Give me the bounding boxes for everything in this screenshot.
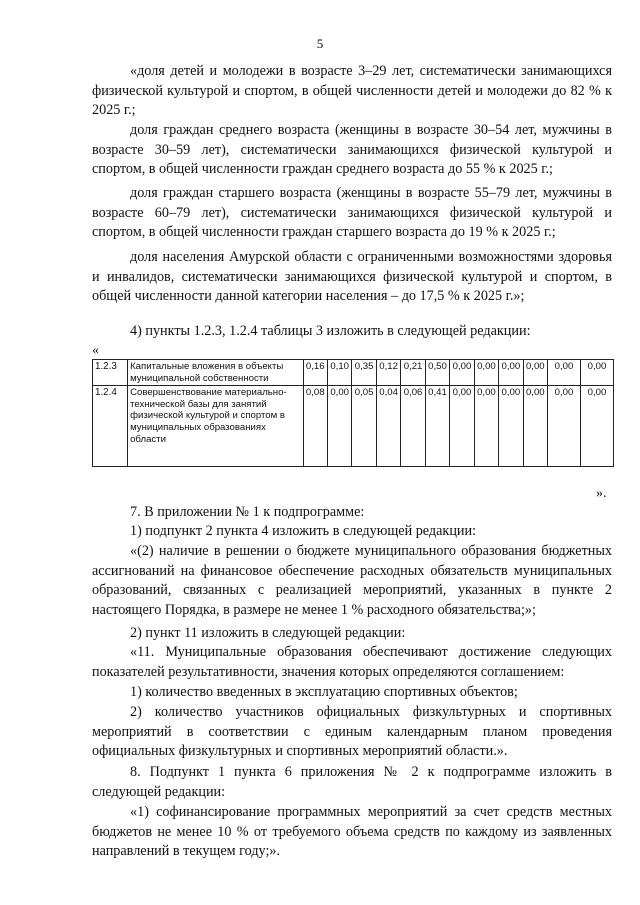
paragraph-item-7: 7. В приложении № 1 к подпрограмме: [130, 504, 365, 520]
value-cell: 0,08 [303, 386, 327, 467]
value-cell: 0,00 [523, 360, 547, 386]
paragraph-subitem-1: 1) подпункт 2 пункта 4 изложить в следующей редакции: [130, 523, 477, 539]
value-cell: 0,12 [376, 360, 400, 386]
value-cell: 0,00 [523, 386, 547, 467]
table-row [93, 360, 614, 386]
value-cell: 0,00 [499, 386, 523, 467]
value-cell: 0,05 [352, 386, 376, 467]
page-number: 5 [316, 36, 324, 51]
value-cell: 0,06 [401, 386, 425, 467]
paragraph-item-8: 8. Подпункт 1 пункта 6 приложения № 2 к подпрограмме изложить в следующей редакции: [92, 764, 612, 800]
row-code: 1.2.3 [93, 360, 128, 386]
paragraph-indicator-1: 1) количество введенных в эксплуатацию спортивных объектов; [130, 684, 518, 700]
table-close-quote: ». [596, 486, 607, 501]
value-cell: 0,41 [425, 386, 449, 467]
value-cell: 0,00 [474, 360, 498, 386]
paragraph-cofinancing: «1) софинансирование программных мероприятий за счет средств местных бюджетов не менее 10 % от требуемого объема средств по каждому из заявленных направлений в текущем году;». [92, 804, 612, 860]
paragraph-youth: «доля детей и молодежи в возрасте 3–29 лет, систематически занимающихся физической культурой и спортом, в общей численности детей и молодежи до 82 % к 2025 г.; [92, 63, 612, 119]
value-cell: 0,00 [327, 386, 351, 467]
table-3-excerpt [92, 359, 614, 467]
paragraph-item-11: «11. Муниципальные образования обеспечивают достижение следующих показателей результативности, значения которых определяются соглашением: [92, 644, 612, 680]
row-name: Совершенствование материально-технической базы для занятий физической культурой и спортом в муниципальных образованиях области [128, 386, 303, 467]
paragraph-senior: доля граждан старшего возраста (женщины в возрасте 55–79 лет, мужчины в возрасте 60–79 лет), систематически занимающихся физической культурой и спортом, в общей численности граждан старшего возраста до 19 % к 2025 г.; [92, 185, 612, 241]
paragraph-indicator-2: 2) количество участников официальных физкультурных и спортивных мероприятий в соответствии с единым календарным планом проведения официальных физкультурных и спортивных мероприятий области.». [92, 704, 612, 760]
value-cell: 0,50 [425, 360, 449, 386]
paragraph-disabled: доля населения Амурской области с ограниченными возможностями здоровья и инвалидов, систематически занимающихся физической культурой и спортом, в общей численности данной категории населения – до 17,5 % к 2025 г.»; [92, 249, 612, 305]
value-cell: 0,00 [548, 360, 581, 386]
value-cell: 0,35 [352, 360, 376, 386]
value-cell: 0,21 [401, 360, 425, 386]
paragraph-middle-age: доля граждан среднего возраста (женщины в возрасте 30–54 лет, мужчины в возрасте 30–59 лет), систематически занимающихся физической культурой и спортом, в общей численности граждан среднего возраста до 55 % к 2025 г.; [92, 122, 612, 178]
row-code: 1.2.4 [93, 386, 128, 467]
value-cell: 0,00 [450, 386, 474, 467]
paragraph-budget-condition: «(2) наличие в решении о бюджете муниципального образования бюджетных ассигнований на финансовое обеспечение расходных обязательств муниципальных образований, связанных с реализацией мероприятий, указанных в пункте 2 настоящего Порядка, в размере не менее 1 % расходного обязательства;»; [92, 543, 612, 618]
value-cell: 0,00 [474, 386, 498, 467]
value-cell: 0,04 [376, 386, 400, 467]
value-cell: 0,00 [581, 360, 614, 386]
value-cell: 0,10 [327, 360, 351, 386]
value-cell: 0,00 [499, 360, 523, 386]
paragraph-table-intro: 4) пункты 1.2.3, 1.2.4 таблицы 3 изложить в следующей редакции: [130, 323, 531, 339]
value-cell: 0,16 [303, 360, 327, 386]
value-cell: 0,00 [581, 386, 614, 467]
table-row [93, 386, 614, 467]
row-name: Капитальные вложения в объекты муниципальной собственности [128, 360, 303, 386]
value-cell: 0,00 [548, 386, 581, 467]
table-open-quote: « [92, 343, 99, 358]
value-cell: 0,00 [450, 360, 474, 386]
paragraph-subitem-2: 2) пункт 11 изложить в следующей редакции: [130, 625, 406, 641]
